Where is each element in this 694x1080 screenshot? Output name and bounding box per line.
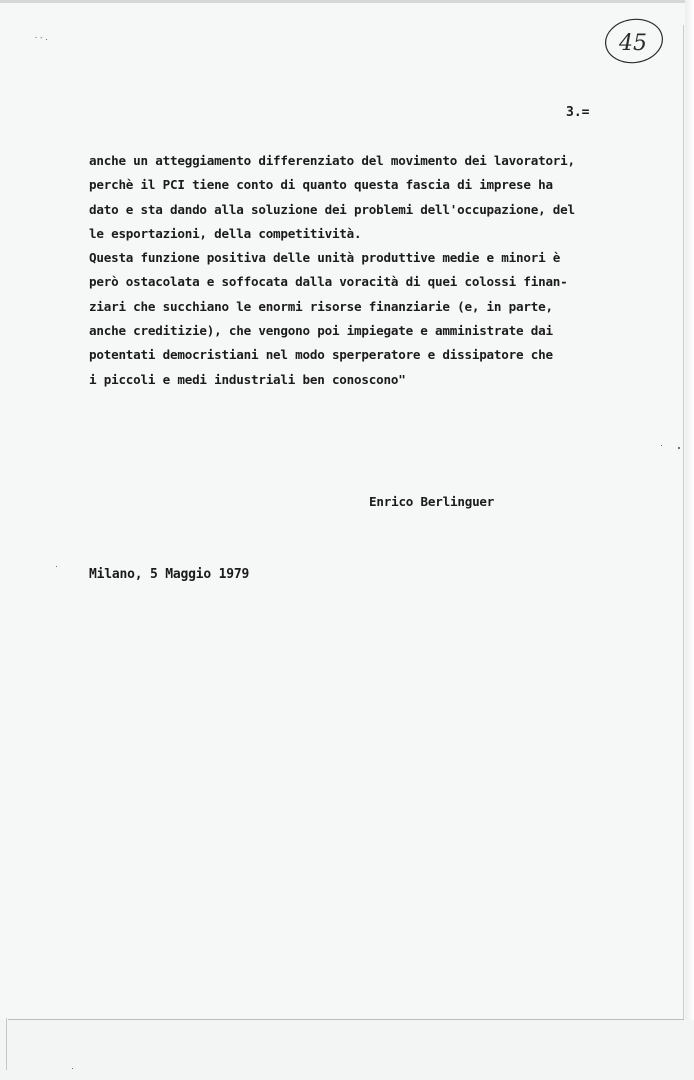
body-line: anche un atteggiamento differenziato del movimento dei lavoratori, [89,153,575,168]
body-line: i piccoli e medi industriali ben conoscono" [89,371,406,387]
body-line: però ostacolata e soffocata dalla voracità di quei colossi finan- [89,274,568,290]
body-line: anche creditizie), che vengono poi impiegate e amministrate dai [89,323,553,339]
body-line: dato e sta dando alla soluzione dei problemi dell'occupazione, del [89,201,575,217]
paper-speck [56,566,57,567]
underlying-sheet [0,1020,694,1080]
paper-speck [72,1068,73,1069]
left-edge-line [6,1018,7,1070]
body-line: ziari che succhiano le enormi risorse finanziarie (e, in parte, [89,298,553,314]
signature: Enrico Berlinguer [369,494,495,509]
body-line: Questa funzione positiva delle unità produttive medie e minori è [89,250,561,266]
date-line: Milano, 5 Maggio 1979 [89,567,250,582]
page-number: 3.= [566,105,590,120]
top-edge [0,0,694,3]
body-line: perchè il PCI tiene conto di quanto questa fascia di imprese ha [89,177,553,193]
paper-speck [678,447,680,449]
right-edge [685,0,694,1080]
body-line: potentati democristiani nel modo sperperatore e dissipatore che [89,347,553,363]
bottom-edge-line [8,1019,684,1020]
body-line: le esportazioni, della competitività. [89,225,362,241]
right-edge-line [683,25,684,1070]
folio-number-stamp [603,16,665,66]
folio-number-text: 45 [619,31,647,56]
body-text [89,149,649,392]
corner-mark: ·-. [34,34,50,42]
paper-speck [661,445,662,446]
